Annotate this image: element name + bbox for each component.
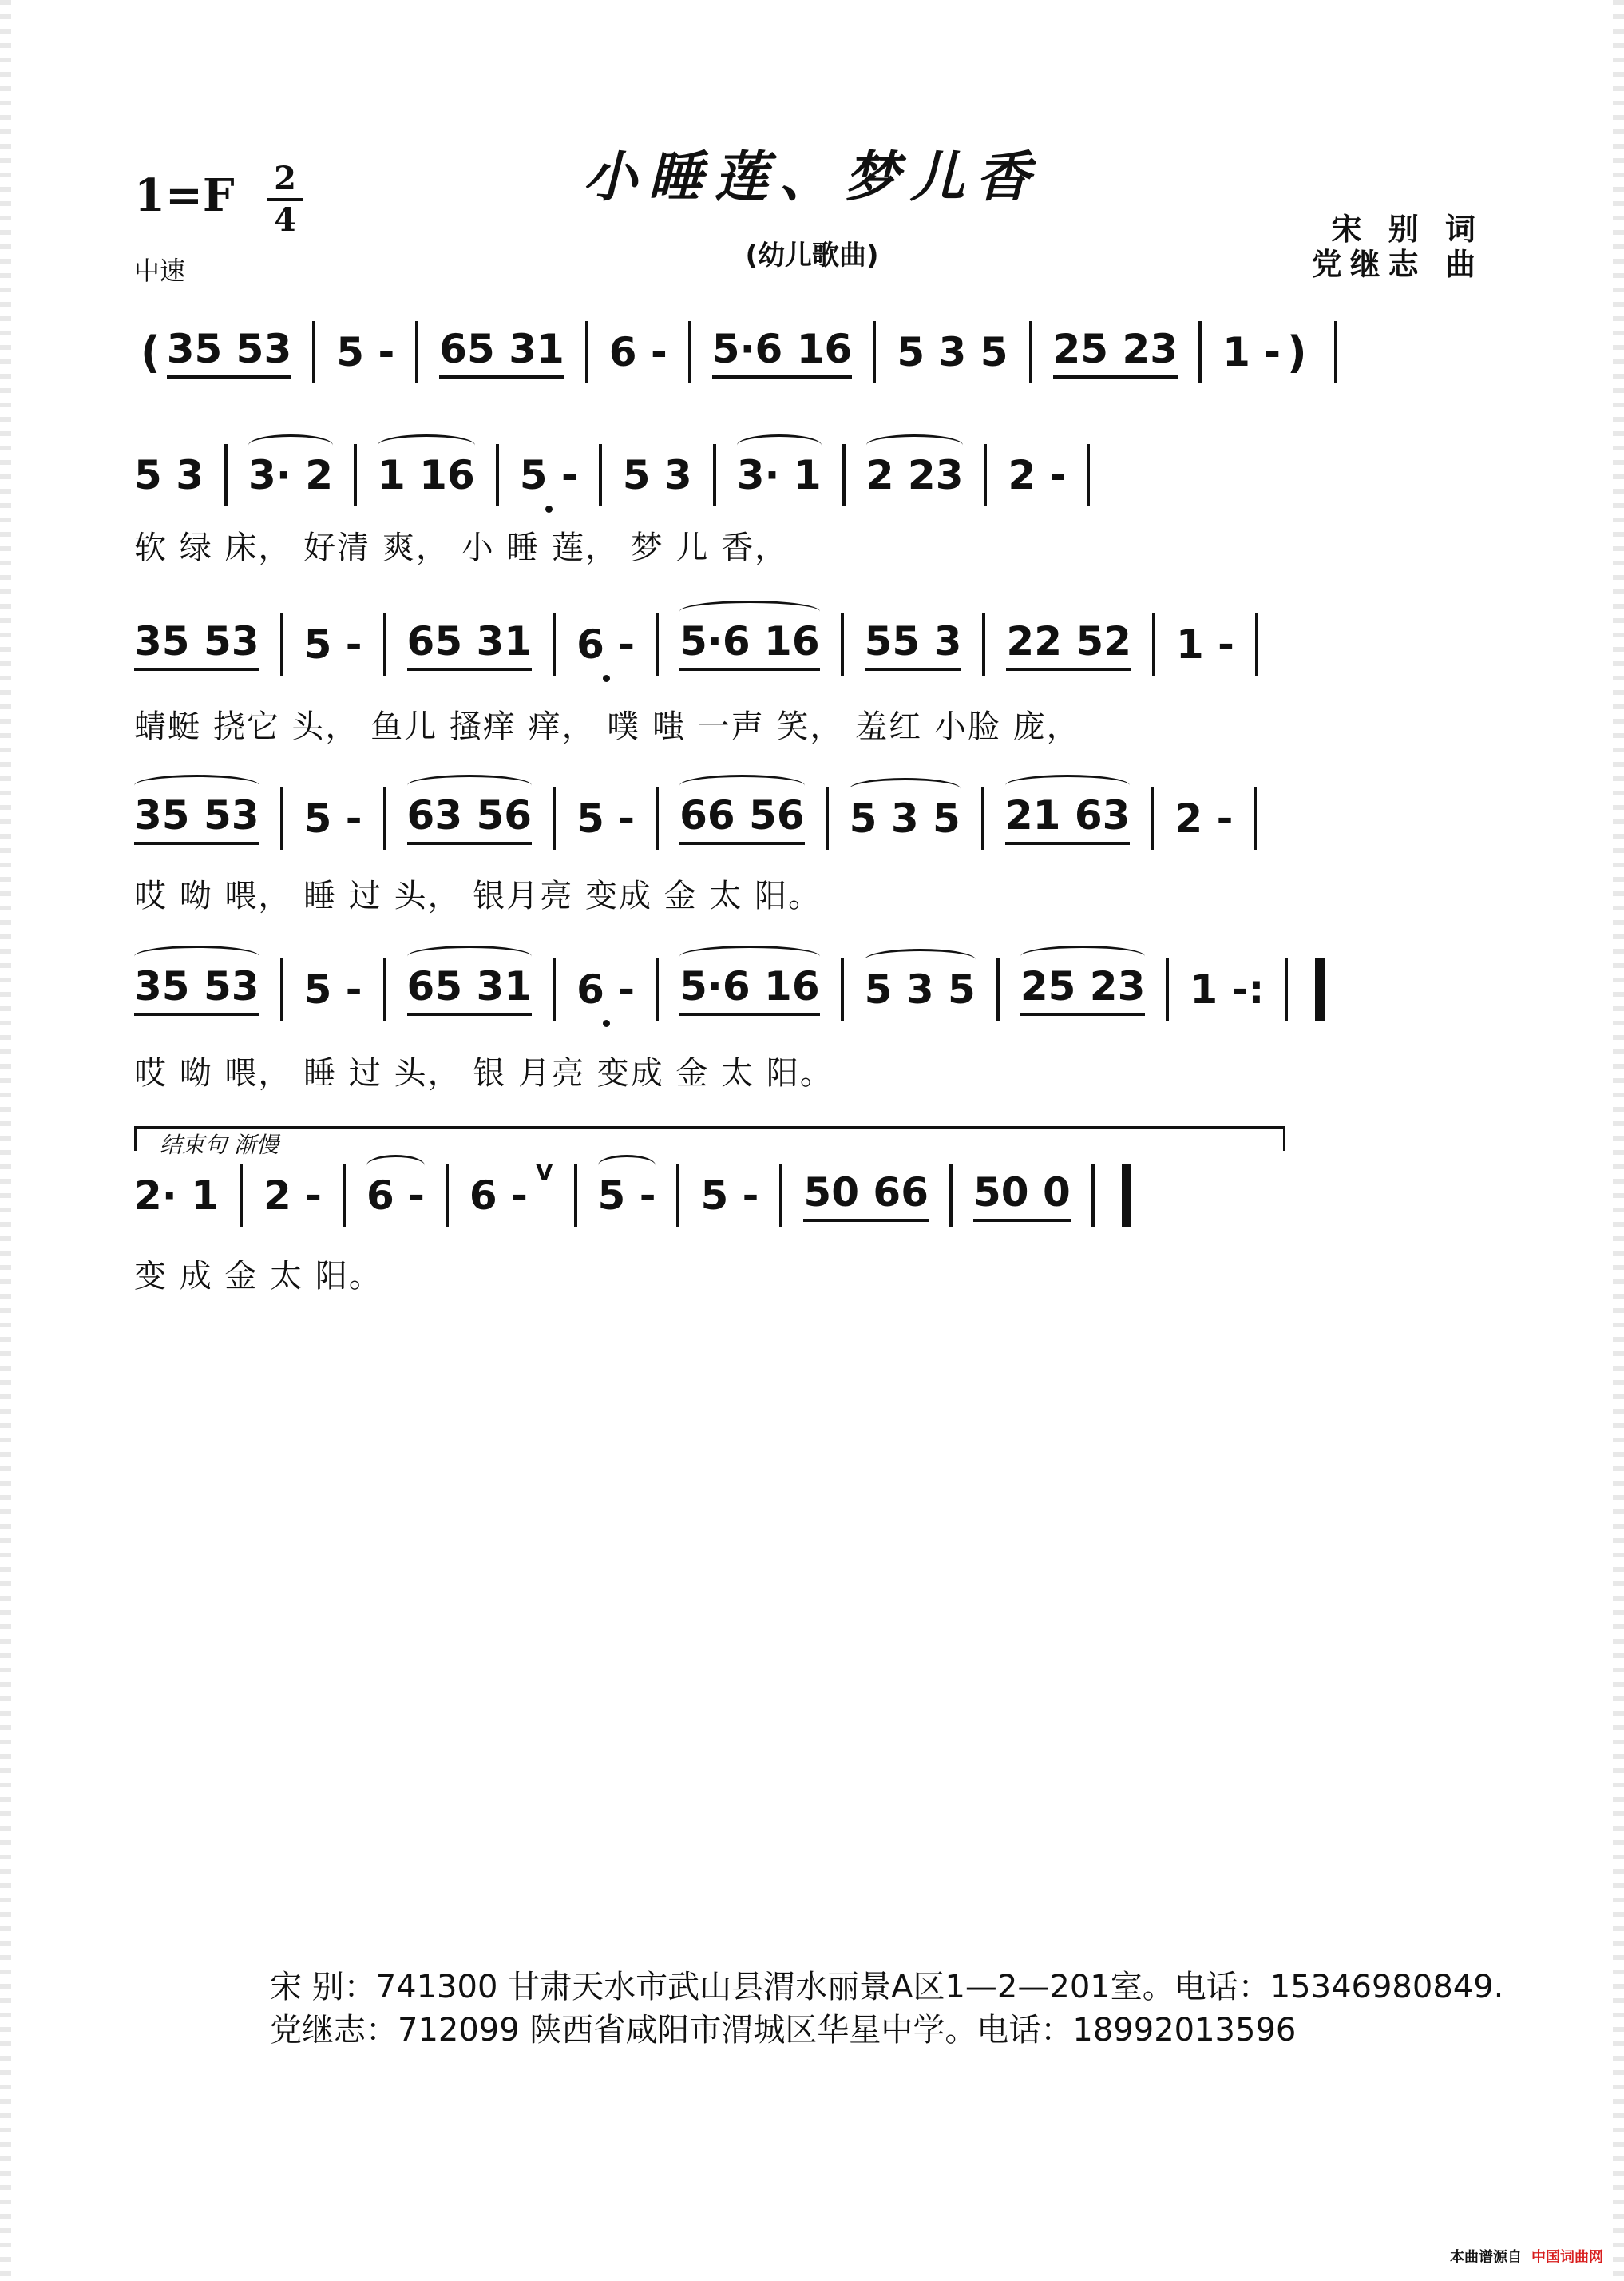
measure: 65 31: [407, 963, 533, 1016]
measure: 3· 1: [737, 452, 822, 498]
measure: 22 52: [1006, 618, 1131, 671]
measure: 1 -: [1222, 329, 1281, 375]
source-footer: [1450, 2246, 1603, 2267]
close-paren: ): [1287, 327, 1307, 378]
score-line-4: [134, 954, 1345, 1025]
measure: 5 3 5: [897, 329, 1008, 375]
score-line-intro: [134, 316, 1358, 388]
measure: 5·6 16: [679, 618, 820, 671]
source-label: 本曲谱源自: [1450, 2249, 1522, 2266]
lyrics-line-1: 软 绿 床， 好清 爽， 小 睡 莲， 梦 儿 香，: [134, 530, 789, 566]
measure: 5 -: [303, 795, 362, 842]
measure: 5 3: [622, 452, 692, 498]
lyricist-credit: 宋 别 词: [1331, 212, 1483, 247]
measure: 5·6 16: [712, 326, 853, 379]
measure: 1 16: [378, 452, 475, 498]
measure: 6 - V: [469, 1158, 553, 1219]
time-top: 2: [274, 160, 296, 197]
composer-credit: 党继志 曲: [1311, 247, 1483, 282]
measure: 35 53: [167, 326, 292, 379]
left-watermark-strip: [0, 0, 11, 2281]
time-signature: [267, 161, 303, 238]
measure: 6 -: [608, 329, 667, 375]
measure: 25 23: [1053, 326, 1178, 379]
measure: 55 3: [865, 618, 962, 671]
measure: 3· 2: [248, 452, 333, 498]
measure: 5 3: [134, 452, 204, 498]
measure: 5 -: [336, 329, 395, 375]
ending-label: 结束句 渐慢: [160, 1132, 279, 1158]
score-line-3: [134, 783, 1277, 855]
measure: 35 53: [134, 618, 259, 671]
measure: 35 53: [134, 963, 259, 1016]
measure: 5 -: [598, 1172, 656, 1219]
measure: 21 63: [1005, 792, 1131, 845]
song-title: 小睡莲、梦儿香: [582, 145, 1041, 209]
time-bottom: 4: [274, 201, 296, 239]
lyrics-line-ending: 变 成 金 太 阳。: [134, 1258, 382, 1295]
measure: 50 0: [973, 1169, 1071, 1222]
song-subtitle: (幼儿歌曲): [745, 240, 879, 272]
measure: 1 -:: [1190, 966, 1265, 1013]
open-paren: (: [141, 327, 160, 378]
measure: 5 -: [303, 621, 362, 668]
right-watermark-strip: [1613, 0, 1624, 2281]
score-line-1: [134, 439, 1111, 511]
measure: 5 3 5: [865, 966, 976, 1013]
contact-composer: 党继志：712099 陕西省咸阳市渭城区华星中学。电话：18992013596: [270, 2012, 1297, 2049]
source-site-link[interactable]: 中国词曲网: [1531, 2249, 1603, 2266]
key-signature: 1=F: [134, 169, 235, 222]
tempo-marking: 中速: [134, 256, 186, 286]
measure: 2 -: [1174, 795, 1234, 842]
measure: 2· 1: [134, 1172, 219, 1219]
contact-lyricist: 宋 别：741300 甘肃天水市武山县渭水丽景A区1—2—201室。电话：15346980849.: [270, 1969, 1504, 2005]
measure: 25 23: [1020, 963, 1146, 1016]
breath-mark: V: [535, 1158, 553, 1185]
measure: 2 23: [866, 452, 964, 498]
measure: 6 -: [576, 966, 636, 1013]
measure: 5 -: [576, 795, 636, 842]
measure: 5 3 5: [850, 795, 961, 842]
measure: 5 -: [303, 966, 362, 1013]
lyrics-line-4: 哎 呦 喂， 睡 过 头， 银 月亮 变成 金 太 阳。: [134, 1055, 834, 1092]
lyrics-line-3: 哎 呦 喂， 睡 过 头， 银月亮 变成 金 太 阳。: [134, 878, 822, 914]
measure: 5·6 16: [679, 963, 820, 1016]
measure: 2 -: [263, 1172, 322, 1219]
measure: 6 -: [366, 1172, 425, 1219]
measure: 5 -: [700, 1172, 759, 1219]
score-line-2: [134, 609, 1279, 680]
measure: 1 -: [1175, 621, 1234, 668]
measure: 5 -: [519, 452, 578, 498]
measure: 35 53: [134, 792, 259, 845]
measure: 65 31: [439, 326, 564, 379]
measure: 6 -: [576, 621, 636, 668]
measure: 2 -: [1008, 452, 1067, 498]
ending-bracket: [134, 1126, 1285, 1151]
measure: 50 66: [803, 1169, 929, 1222]
measure: 66 56: [679, 792, 805, 845]
measure: 63 56: [407, 792, 533, 845]
measure: 65 31: [407, 618, 533, 671]
score-line-ending: [134, 1160, 1152, 1232]
lyrics-line-2: 蜻蜓 挠它 头， 鱼儿 搔痒 痒， 噗 嗤 一声 笑， 羞红 小脸 庞，: [134, 708, 1080, 745]
